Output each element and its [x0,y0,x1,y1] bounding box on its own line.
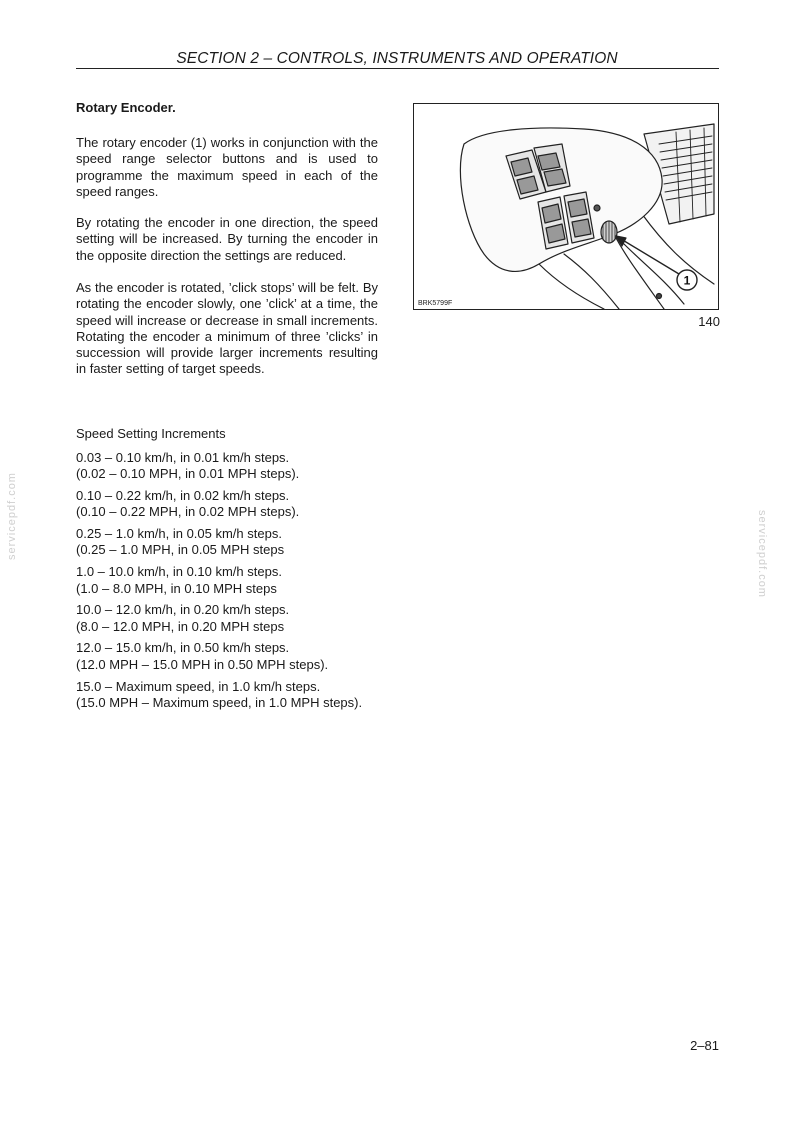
figure-callout-label: 1 [683,273,691,288]
figure-number: 140 [698,314,720,329]
increment-kmh: 0.03 – 0.10 km/h, in 0.01 km/h steps. [76,450,290,465]
increment-mph: (1.0 – 8.0 MPH, in 0.10 MPH steps [76,580,277,596]
page-header-title: SECTION 2 – CONTROLS, INSTRUMENTS AND OPERATION [176,50,618,67]
increment-kmh: 12.0 – 15.0 km/h, in 0.50 km/h steps. [76,640,290,656]
increment-kmh: 1.0 – 10.0 km/h, in 0.10 km/h steps. [76,564,282,580]
increment-item [76,640,406,673]
increment-mph: (15.0 MPH – Maximum speed, in 1.0 MPH steps). [76,694,363,710]
increments-title: Speed Setting Increments [76,426,226,441]
increment-item [76,488,406,521]
increment-item [76,564,406,597]
increment-kmh: 0.10 – 0.22 km/h, in 0.02 km/h steps. [76,488,290,504]
page-number: 2–81 [690,1038,719,1053]
watermark-right: servicepdf.com [756,510,768,598]
increment-mph: (8.0 – 12.0 MPH, in 0.20 MPH steps [76,618,285,634]
increments-list [76,450,406,717]
increment-kmh: 15.0 – Maximum speed, in 1.0 km/h steps. [76,678,321,694]
increment-mph: (0.02 – 0.10 MPH, in 0.01 MPH steps). [76,466,300,482]
paragraph-encoder-purpose: The rotary encoder (1) works in conjunction with the speed range selector buttons and is used to programme the maximum speed in each of the speed ranges. [76,135,378,199]
paragraph-encoder-direction: By rotating the encoder in one direction, the speed setting will be increased. By turning the encoder in the opposite direction the settings are reduced. [76,215,378,263]
increment-item [76,526,406,559]
increment-item [76,450,406,483]
rotary-encoder-figure [413,103,719,310]
increment-mph: (0.25 – 1.0 MPH, in 0.05 MPH steps [76,542,285,558]
increment-kmh: 10.0 – 12.0 km/h, in 0.20 km/h steps. [76,602,290,618]
section-heading: Rotary Encoder. [76,100,176,115]
increment-item [76,679,406,712]
increment-mph: (0.10 – 0.22 MPH, in 0.02 MPH steps). [76,504,300,520]
increment-item [76,602,406,635]
armrest-console-illustration [414,104,718,309]
increment-mph: (12.0 MPH – 15.0 MPH in 0.50 MPH steps). [76,656,329,672]
paragraph-click-stops: As the encoder is rotated, ’click stops’ will be felt. By rotating the encoder slowly, one ’click’ at a time, the speed will increase or decrease in small increments. Rotating the encoder a minimum of three ’clicks’ in succession will provide larger increments resulting in faster setting of target speeds. [76,280,378,377]
increment-kmh: 0.25 – 1.0 km/h, in 0.05 km/h steps. [76,526,282,542]
header-rule [76,68,719,69]
watermark-left: servicepdf.com [6,472,18,560]
figure-code: BRK5799F [418,300,453,307]
